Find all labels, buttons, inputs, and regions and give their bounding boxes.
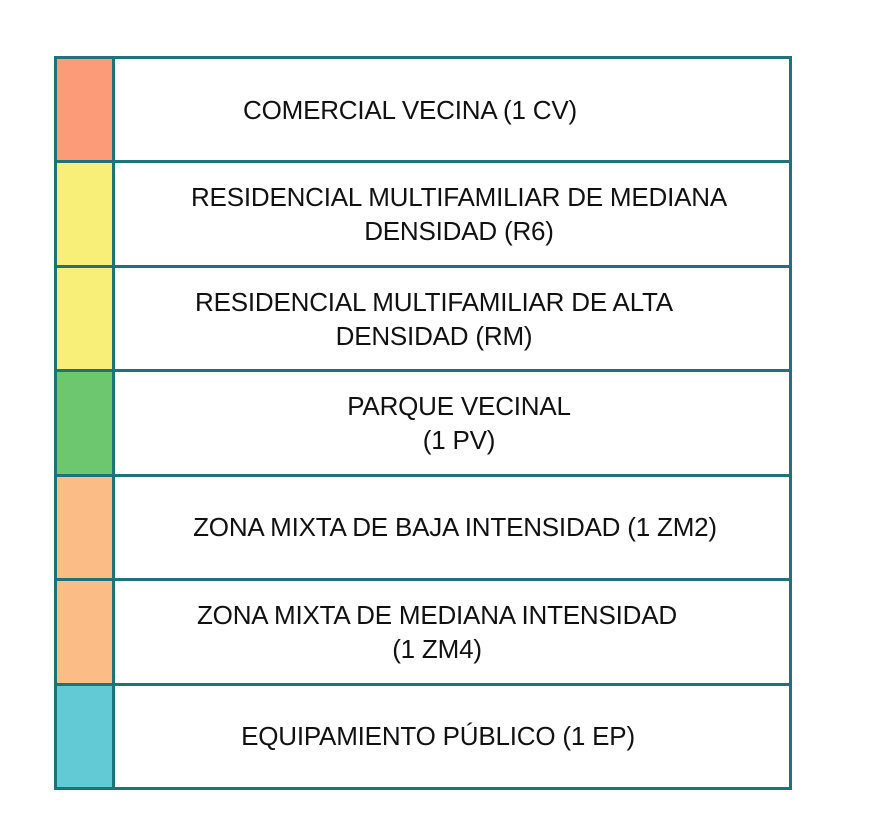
legend-label-cell	[115, 686, 789, 787]
legend-row-zona-mixta-mediana	[57, 581, 789, 685]
legend-row-parque-vecinal	[57, 372, 789, 476]
legend-label: ZONA MIXTA DE BAJA INTENSIDAD (1 ZM2)	[193, 512, 717, 543]
color-swatch	[57, 163, 115, 264]
legend-label-cell	[115, 581, 789, 682]
color-swatch	[57, 268, 115, 369]
legend-label-cell	[115, 163, 789, 264]
legend-label-cell	[115, 59, 789, 160]
color-swatch	[57, 581, 115, 682]
legend-label-cell	[115, 372, 789, 473]
legend-row-zona-mixta-baja	[57, 477, 789, 581]
legend-label: COMERCIAL VECINA (1 CV)	[243, 94, 577, 125]
legend-label: PARQUE VECINAL (1 PV)	[347, 390, 571, 455]
legend-label: EQUIPAMIENTO PÚBLICO (1 EP)	[241, 721, 635, 752]
legend-label-cell	[115, 477, 789, 578]
legend-label-cell	[115, 268, 789, 369]
color-swatch	[57, 477, 115, 578]
legend-label: ZONA MIXTA DE MEDIANA INTENSIDAD (1 ZM4)	[197, 599, 677, 664]
zoning-legend-table	[54, 56, 792, 790]
legend-row-comercial-vecina	[57, 59, 789, 163]
color-swatch	[57, 372, 115, 473]
color-swatch	[57, 59, 115, 160]
color-swatch	[57, 686, 115, 787]
legend-label: RESIDENCIAL MULTIFAMILIAR DE ALTA DENSIDAD (RM)	[195, 286, 673, 351]
legend-row-equipamiento-publico	[57, 686, 789, 787]
legend-row-residencial-mediana-densidad	[57, 163, 789, 267]
legend-label: RESIDENCIAL MULTIFAMILIAR DE MEDIANA DENSIDAD (R6)	[190, 182, 727, 247]
legend-row-residencial-alta-densidad	[57, 268, 789, 372]
